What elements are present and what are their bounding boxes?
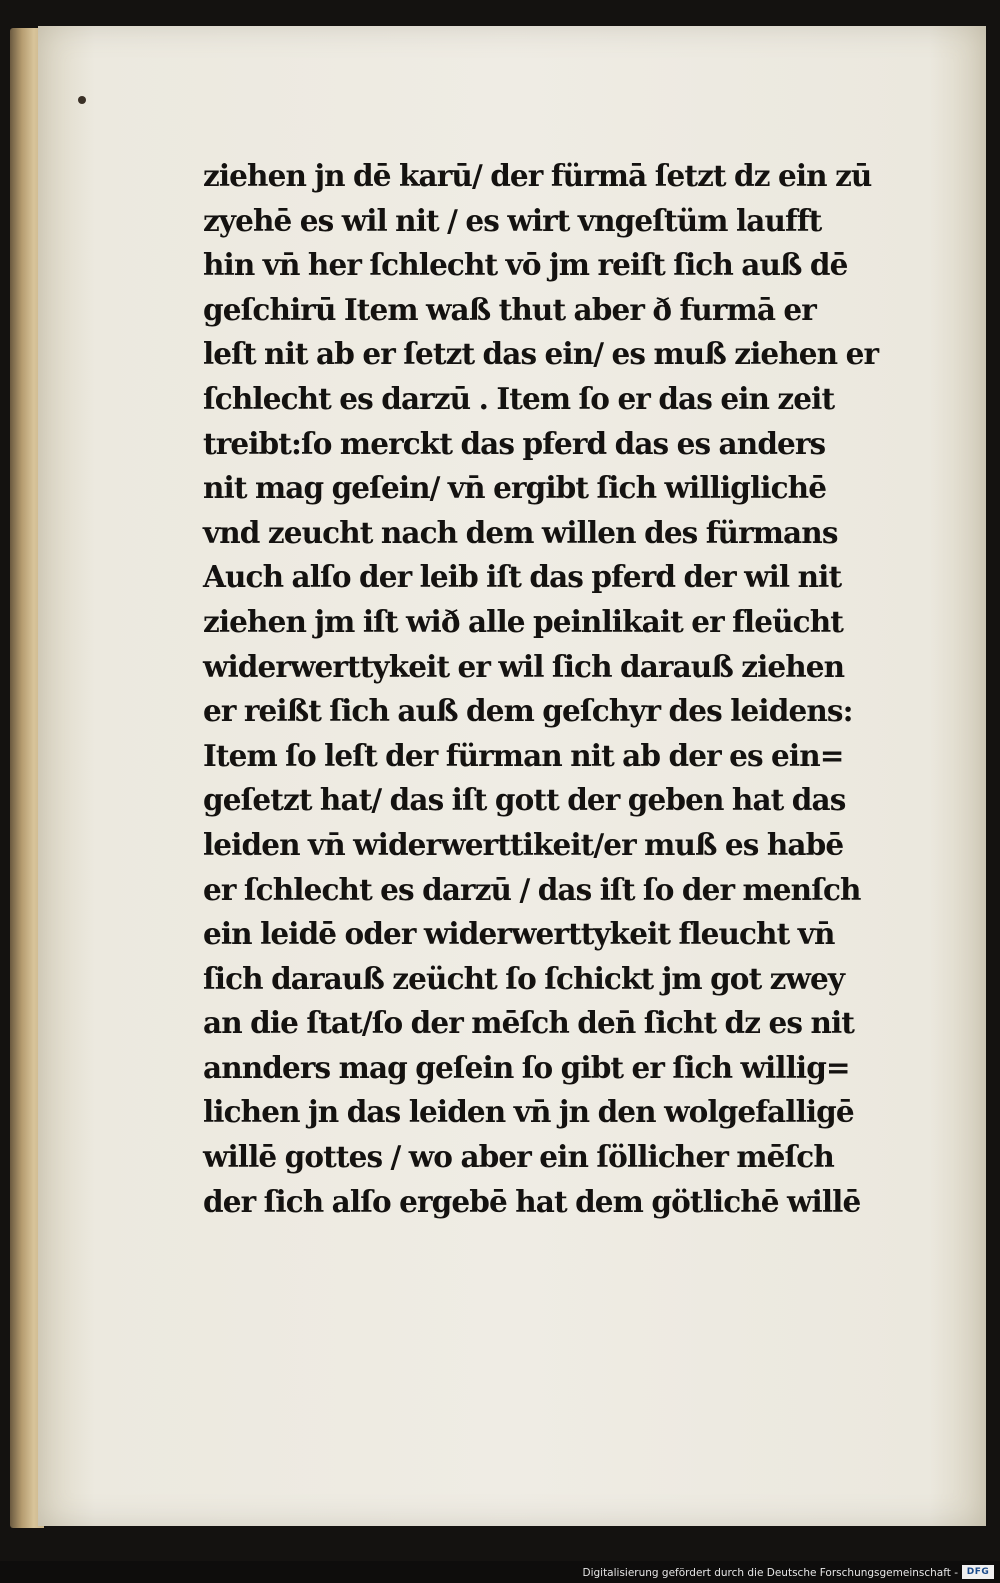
text-line: ſchlecht es darzū . Item ſo er das ein zeit [203, 380, 835, 416]
text-line: vnd zeucht nach dem willen des fürmans [203, 514, 838, 550]
text-line: nit mag geſein/ vn̄ ergibt ſich williglichē [203, 470, 827, 506]
text-line: an die ſtat/ſo der mēſch den̄ ſicht dz es nit [203, 1005, 855, 1041]
text-line: Auch alſo der leib iſt das pferd der wil nit [203, 559, 842, 595]
text-line: geſchirū Item waß thut aber ð furmā er [203, 291, 816, 327]
text-line: treibt:ſo merckt das pferd das es anders [203, 425, 826, 461]
footer-credit: Digitalisierung gefördert durch die Deutsche Forschungsgemeinschaft - [582, 1567, 958, 1579]
text-line: hin vn̄ her ſchlecht vō jm reiſt ſich auß dē [203, 247, 848, 283]
text-line: leiden vn̄ widerwerttikeit/er muß es habē [203, 826, 844, 862]
text-line: ſich darauß zeücht ſo ſchickt jm got zwey [203, 960, 845, 996]
text-line: der ſich alſo ergebē hat dem götlichē willē [203, 1183, 861, 1219]
text-line: zyehē es wil nit / es wirt vngeſtüm laufft [203, 202, 822, 238]
text-line: lichen jn das leiden vn̄ jn den wolgefalligē [203, 1094, 854, 1130]
dfg-logo: DFG [962, 1565, 994, 1579]
text-line: ziehen jm iſt wið alle peinlikait er fleücht [203, 603, 843, 639]
text-line: willē gottes / wo aber ein ſöllicher mēſch [203, 1139, 834, 1175]
text-line: geſetzt hat/ das iſt gott der geben hat das [203, 782, 846, 818]
page-mark [78, 96, 86, 104]
text-line: Item ſo leſt der fürman nit ab der es ein= [203, 737, 844, 773]
text-line: er ſchlecht es darzū / das iſt ſo der menſch [203, 871, 861, 907]
text-line: leſt nit ab er ſetzt das ein/ es muß ziehen er [203, 336, 879, 372]
text-block [203, 154, 903, 1224]
text-line: ziehen jn dē karū/ der fürmā ſetzt dz ein zū [203, 158, 872, 193]
text-line: widerwerttykeit er wil ſich darauß ziehen [203, 648, 845, 684]
text-line: ein leidē oder widerwerttykeit fleucht vn̄ [203, 916, 835, 952]
text-line: annders mag geſein ſo gibt er ſich willig= [203, 1049, 850, 1085]
text-line: er reißt ſich auß dem geſchyr des leidens: [203, 693, 853, 729]
